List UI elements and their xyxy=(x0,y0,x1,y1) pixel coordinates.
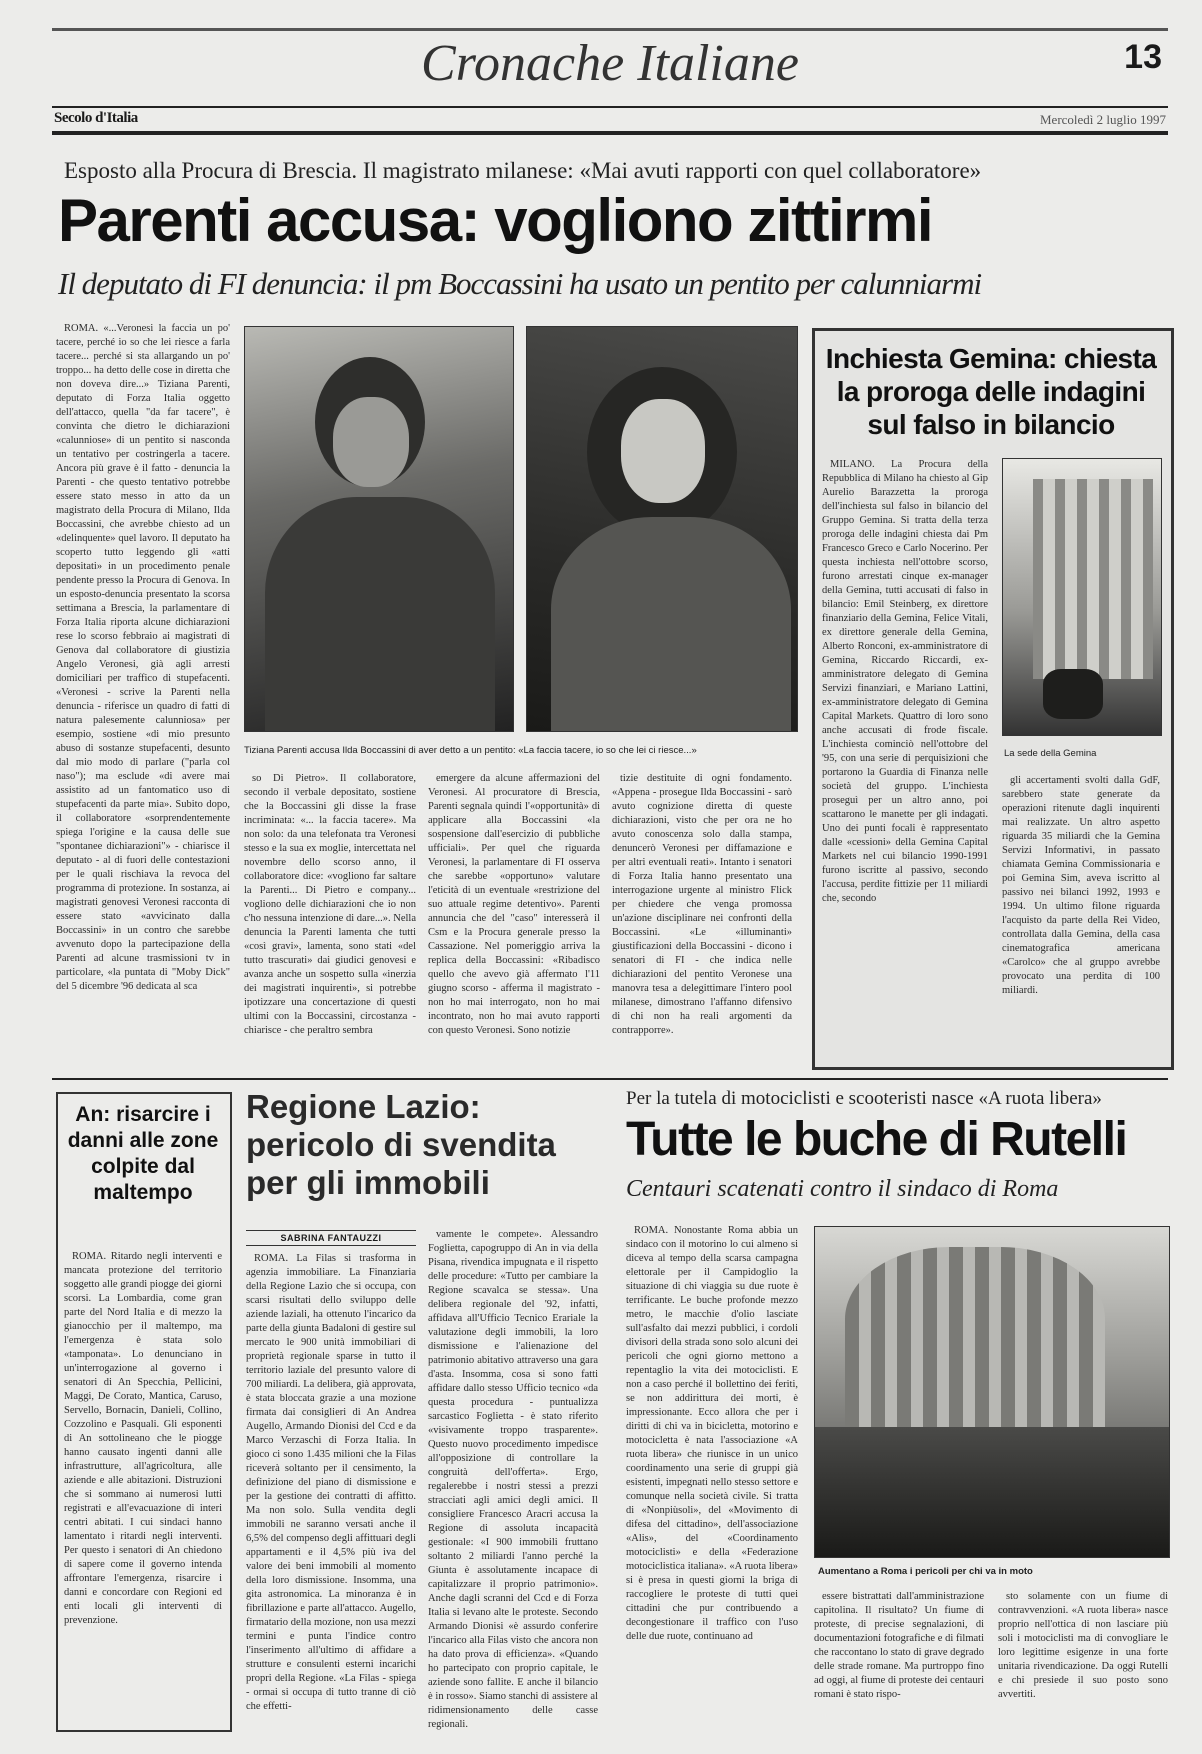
lazio-column-2: vamente le compete». Alessandro Foglietta, capogruppo di An in via della Pisana, rivendica impugnata e il rispetto delle procedure: «Tutto per cambiare la Regione scavalca se stessa». Una delibera regionale del '92, infatti, affidava all'Ufficio Tecnico Erariale la valutazione degli immobili, la loro dismissione e l'alienazione del patrimonio abitativo attraverso una gara d'asta. Insomma, cosa si sono fatti affidare dallo stesso Ufficio tecnico «da questa procedura - puntualizza sarcastico Foglietta - è stato riferito «visivamente troppo trasparente». Questo nuovo procedimento impedisce all'opposizione di controllare la congruità dell'offerta». Ergo, regalerebbe i nostri stessi a prezzi stracciati agli amici degli amici. Il consigliere Francesco Aracri accusa la Regione di assoluta incapacità gestionale: «I 900 immobili fruttano soltanto 2 miliardi l'anno perché la Giunta è assolutamente incapace di capitalizzare il proprio patrimonio». Anche dagli scranni del Ccd e di Forza Italia si levano alte le proteste. Secondo Armando Dionisi «è assurdo conferire l'incarico alla Filas visto che ancora non ha dato prova di efficienza». «Quando ho partecipato con proprio capitale, le aziende sono fallite. E anche il bilancio è in rosso». Siamo stanchi di assistere al ridimensionamento delle casse regionali. xyxy=(428,1229,598,1730)
rutelli-subhead: Centauri scatenati contro il sindaco di Roma xyxy=(626,1176,1059,1202)
page-number: 13 xyxy=(1124,38,1162,76)
lead-headline: Parenti accusa: vogliono zittirmi xyxy=(58,187,933,254)
rutelli-column-1: ROMA. Nonostante Roma abbia un sindaco con il motorino lo cui almeno si diceva al tempo della scarsa campagna elettorale per il Campidoglio la situazione di chi viaggia su due ruote è terrificante. Le buche profonde mezzo metro, le macchie d'olio lasciate sull'asfalto dai mezzi pubblici, i cordoli divisori della strada sono solo alcuni dei pericoli che ogni giorno mettono a repentaglio la vita dei motociclisti. E non a caso perché il bollettino dei feriti, se non addirittura dei morti, è impressionante. Ecco allora che per i diritti di chi va in bicicletta, motorino e motocicletta è nata l'associazione «A ruota libera» che riunisce in un unico coordinamento una serie di gruppi già esistenti, impegnati nello stesso settore e comunque nella società civile. Si tratta di «Nonpiùsoli», del «Movimento di difesa del cittadino», dell'associazione «Alis», del «Coordinamento motociclisti» e della «Federazione motociclistica italiana». «A ruota libera» si è presa in questi giorni la briga di raccogliere le proteste di tutti quei cittadini che pur contribuendo a decongestionare il traffico con l'uso delle due ruote, continuano ad xyxy=(626,1225,798,1642)
rutelli-column-2: essere bistrattati dall'amministrazione capitolina. Il risultato? Un fiume di proteste, di precise segnalazioni, di documentazioni fotografiche e di filmati che raccontano lo stato di grave degrado delle strade romane. Ma purtroppo fino ad oggi, al fiume di proteste dei centauri romani è stato rispo- xyxy=(814,1591,984,1700)
an-headline: An: risarcire i danni alle zone colpite dal maltempo xyxy=(67,1103,219,1204)
top-rule xyxy=(52,28,1168,31)
lead-subhead: Il deputato di FI denuncia: il pm Boccassini ha usato un pentito per calunniarmi xyxy=(58,266,982,301)
gemina-photo-caption: La sede della Gemina xyxy=(1004,748,1097,759)
issue-date: Mercoledì 2 luglio 1997 xyxy=(1039,112,1166,127)
gemina-headline: Inchiesta Gemina: chiesta la proroga delle indagini sul falso in bilancio xyxy=(825,343,1157,440)
lead-column-3: emergere da alcune affermazioni del Veronesi. Al procuratore di Brescia, Parenti segnala quindi l'«opportunità» di applicare alla Boccassini «la sospensione dall'esercizio di pubbliche ufficiali». Per quel che riguarda Veronesi, la parlamentare di FI osserva che sarebbe «opportuno» valutare l'eticità di un eventuale «restrizione del suo attuale regime detentivo». Parenti annuncia che del "caso" interesserà il Csm e la Procura generale presso la Cassazione. Nel pomeriggio arriva la replica della Boccassini: «Ribadisco quello che avevo già affermato l'11 giugno scorso - afferma il magistrato - non ho mai interrogato, non ho mai incontrato, non ho mai avuto rapporti con questo Veronesi. Sono notizie xyxy=(428,773,600,1036)
an-text: ROMA. Ritardo negli interventi e mancata protezione del territorio soggetto alle grandi piogge dei giorni scorsi. La Lombardia, come gran parte del Nord Italia e di mezzo la gianocchio per il maltempo, ma l'emergenza è stata solo «tamponata». Lo denunciano in un'interrogazione al governo i senatori di An Specchia, Pellicini, Maggi, De Corato, Mantica, Caruso, Servello, Bornacin, Danieli, Collino, Cozzolino e Pasquali. Gli esponenti di An sottolineano che le piogge hanno causato ingenti danni alle infrastrutture, all'agricoltura, alle aziende e alle abitazioni. Distruzioni che si sommano ai numerosi lutti registrati e all'evacuazione di interi centri abitati. I cui sindaci hanno lamentato i ritardi negli interventi. Per questo i senatori di An chiedono di sapere come il governo intenda affrontare l'emergenza, risarcire i danni e concordare con Regioni ed enti locali gli interventi di prevenzione. xyxy=(64,1251,222,1626)
boccassini-photo xyxy=(526,326,798,732)
rutelli-headline: Tutte le buche di Rutelli xyxy=(626,1113,1127,1166)
gemina-building-photo xyxy=(1002,458,1162,736)
paper-name: Secolo d'Italia xyxy=(54,110,138,126)
gemina-column-2: gli accertamenti svolti dalla GdF, sarebbero state generate da operazioni ritenute dagli inquirenti mai realizzate. Un altro aspetto riguarda 35 miliardi che la Gemina Servizi Informativi, in passato chiamata Gemina Commissionaria e poi Gemina Sim, aveva iscritto al passivo nei bilanci 1992, 1993 e 1994. Un ultimo filone riguarda l'acquisto da parte della Rei Video, controllata dalla Gemina, della casa cinematografica americana «Carolco» che al gruppo avrebbe provocato una perdita di 100 miliardi. xyxy=(1002,775,1160,996)
masthead-thick-rule xyxy=(52,131,1168,135)
lazio-byline: SABRINA FANTAUZZI xyxy=(246,1230,416,1246)
rutelli-kicker: Per la tutela di motociclisti e scooteristi nasce «A ruota libera» xyxy=(626,1088,1102,1109)
lead-column-4: tizie destituite di ogni fondamento. «Appena - prosegue Ilda Boccassini - sarò avuto cognizione diretta di queste dichiarazioni, visto che per ora ne ho avuto conoscenza solo dalla stampa, denuncerò Veronesi per diffamazione e per altri eventuali reati». Intanto i senatori di Forza Italia hanno presentato una interrogazione urgente al ministro Flick per chiedere che venga promossa un'azione disciplinare nei confronti della Boccassini. «Le «illuminanti» giustificazioni della Boccassini - dicono i senatori di FI - che indica nelle dichiarazioni del pentito Veronese una manovra tesa a delegittimare l'intero pool milanese, dimostrano l'affanno difensivo di chi non ha reali argomenti da contrapporre». xyxy=(612,773,792,1036)
rutelli-column-3: sto solamente con un fiume di contravvenzioni. «A ruota libera» nasce proprio nell'ottica di non lasciare più soli i motociclisti ma di convogliare le loro legittime esigenze in una forte unitaria rivendicazione. Da oggi Rutelli e chi presiede il suo posto sono avvertiti. xyxy=(998,1591,1168,1700)
masthead-rule xyxy=(52,106,1168,108)
parenti-photo xyxy=(244,326,514,732)
mid-rule xyxy=(52,1078,1168,1080)
lead-photo-caption: Tiziana Parenti accusa Ilda Boccassini di aver detto a un pentito: «La faccia tacere, io so che lei ci riesce...» xyxy=(244,745,697,756)
lead-kicker: Esposto alla Procura di Brescia. Il magistrato milanese: «Mai avuti rapporti con quel collaboratore» xyxy=(64,158,982,183)
colosseum-photo xyxy=(814,1226,1170,1558)
section-title: Cronache Italiane xyxy=(421,35,799,92)
lazio-column-1: ROMA. La Filas si trasforma in agenzia immobiliare. La Finanziaria della Regione Lazio che si occupa, con scarsi risultati dello sviluppo delle aziende laziali, ha ottenuto l'incarico da parte della giunta Badaloni di gestire sul mercato le 900 unità immobiliari di proprietà regionale sparse in tutto il territorio laziale del presunto valore di 700 miliardi. La delibera, già approvata, è stata bloccata grazie a una mozione firmata dai consiglieri di An Andrea Augello, Armando Dionisi del Ccd e da Marco Verzaschi di Forza Italia. In gioco ci sono 1.435 milioni che la Filas riceverà soltanto per il censimento, la definizione del piano di dismissione e per la gestione dei contratti di affitto. Ma non solo. Sulla vendita degli immobili ne saranno versati anche il 6,5% del compenso degli affittuari degli appartamenti e il 4,5% più iva del valore dei beni immobili al momento della loro dismissione. Insomma, una gita astronomica. La minoranza è in fibrillazione e parte all'attacco. Augello, firmatario della mozione, non usa mezzi termini e punta l'indice contro l'inserimento all'ultimo di affidare a strutture e consulenti esterni incarichi propri della Regione. «La Filas - spiega - ormai si occupa di tutto tranne di ciò che effetti- xyxy=(246,1253,416,1712)
lead-column-2: so Di Pietro». Il collaboratore, secondo il verbale depositato, sostiene che la Boccassini gli disse la frase incriminata: «... la faccia tacere». Ma non solo: da una telefonata tra Veronesi stesso e la sua ex moglie, intercettata nel novembre dello scorso anno, il collaboratore dice: «vogliono far saltare la Parenti... Di Pietro e company... vogliono delle dichiarazioni che io non c'ho nessuna intenzione di dare...». Nella denuncia la Parenti lamenta che tutti «così gravi», lamenta, sono stati «del tutto trascurati» dai giudici genovesi e avanza anche un sospetto sulla «inerzia dei magistrati inquirenti», si potrebbe ipotizzare una concertazione di questi ultimi con la Boccassini, circostanza - chiarisce - che peraltro sembra xyxy=(244,773,416,1036)
rutelli-photo-caption: Aumentano a Roma i pericoli per chi va in moto xyxy=(818,1566,1033,1577)
gemina-column-1: MILANO. La Procura della Repubblica di Milano ha chiesto al Gip Aurelio Barazzetta la proroga dell'inchiesta sul falso in bilancio del Gruppo Gemina. Si tratta della terza proroga delle indagini chiesta dai Pm Francesco Greco e Carlo Nocerino. Per questa inchiesta nell'ottobre scorso, furono arrestati cinque ex-manager della Gemina, tutti accusati di falso in bilancio: Emil Steinberg, ex direttore finanziario della Gemina, Felice Vitali, ex direttore generale della Gemina, Alberto Ronconi, ex-amministratore di Gemina, Riccardo Riccardi, ex-amministratore delegato di Gemina Servizi finanziari, e Mariano Lattini, ex-amministratore delegato di Gemina Capital Markets. Quattro di loro sono anche accusati di frode fiscale. L'inchiesta cominciò nell'ottobre del '95, con una serie di perquisizioni che portarono la Guardia di Finanza nelle società del gruppo. L'inchiesta proseguì per un altro anno, poi scattarono le manette per gli indagati. Uno dei punti focali è rappresentato dalle «cessioni» della Gemina Capital Markets nel cui bilancio 1990-1991 furono iscritte al passivo, secondo l'accusa, perdite fittizie per 11 miliardi che, secondo xyxy=(822,459,988,904)
lead-column-1: ROMA. «...Veronesi la faccia un po' tacere, perché io so che lei riesce a farla tacere... perché si sta allargando un po' troppo... ha detto delle cose in diretta che non doveva dire...» Tiziana Parenti, deputato di Forza Italia oggetto dell'attacco, quella "da far tacere", è convinta che dietro le dichiarazioni «calunniose» di un pentito si nasconda un tentativo per costringerla a tacere. Ancora più grave è il fatto - denuncia la Parenti - che questo tentativo potrebbe essere stato messo in atto da un magistrato della Procura di Milano, Ilda Boccassini, che avrebbe chiesto ad un «delinquente» quel lavoro. Il deputato ha scoperto tutto leggendo gli «atti depositati» in un procedimento penale pendente presso la Procura di Genova. In un esposto-denuncia presentato la scorsa settimana a Brescia, la parlamentare di Forza Italia riporta alcune dichiarazioni rese lo scorso febbraio ai magistrati di Genova dal collaboratore di giustizia Angelo Veronesi, già agli arresti domiciliari per traffico di stupefacenti. «Veronesi - scrive la Parenti nella denuncia - riferisce un quadro di fatti di natura palesemente calunniosa» per esempio, sostiene «di mio presunto abuso di sostanze stupefacenti, desunto dal mio modo di parlare ("parla col naso"); ma esclude «di avere mai assistito ad un fantomatico uso di stupefacenti da parte mia». Subito dopo, il collaboratore «sorprendentemente spiega l'origine e la causa delle sue "spontanee dichiarazioni"» - chiarisce il deputato - al di fuori delle contestazioni per le quali rischiava la revoca del programma di protezione. In sostanza, ai magistrati genovesi Veronesi racconta di essere stato «avvicinato dalla Boccassini» in un contro che sarebbe avvenuto dopo la partecipazione della Parenti ad alcune trasmissioni tv in particolare, «la puntata di "Moby Dick" del 5 dicembre '96 dedicata al sca xyxy=(56,323,230,992)
lazio-headline: Regione Lazio: pericolo di svendita per gli immobili xyxy=(246,1088,556,1201)
